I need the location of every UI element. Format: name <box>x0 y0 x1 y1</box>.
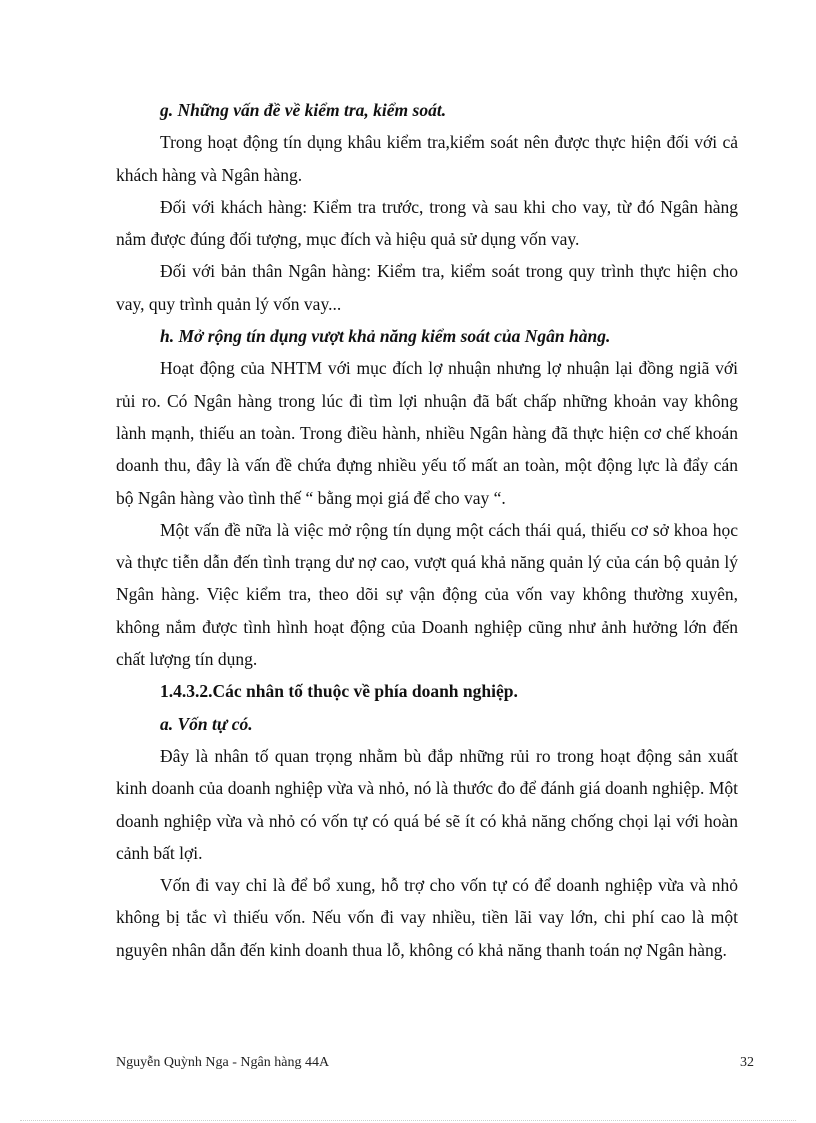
body-paragraph: Đối với khách hàng: Kiểm tra trước, trong và sau khi cho vay, từ đó Ngân hàng nắm được đúng đối tượng, mục đích và hiệu quả sử dụng vốn vay. <box>116 196 738 250</box>
section-heading-g: g. Những vấn đề về kiểm tra, kiểm soát. <box>160 100 447 120</box>
footer-author: Nguyễn Quỳnh Nga - Ngân hàng 44A <box>116 1055 330 1070</box>
page-number: 32 <box>740 1055 754 1070</box>
body-paragraph: Vốn đi vay chỉ là để bổ xung, hỗ trợ cho vốn tự có để doanh nghiệp vừa và nhỏ không bị tắc vì thiếu vốn. Nếu vốn đi vay nhiều, tiền lãi vay lớn, chi phí cao là một nguyên nhân dẫn đến kinh doanh thua lỗ, không có khả năng thanh toán nợ Ngân hàng. <box>116 875 738 960</box>
body-paragraph: Trong hoạt động tín dụng khâu kiểm tra,kiểm soát nên được thực hiện đối với cả khách hàng và Ngân hàng. <box>116 132 738 185</box>
body-paragraph: Một vấn đề nữa là việc mở rộng tín dụng một cách thái quá, thiếu cơ sở khoa học và thực tiễn dẫn đến tình trạng dư nợ cao, vượt quá khả năng quản lý của cán bộ quản lý Ngân hàng. Việc kiểm tra, theo dõi sự vận động của vốn vay không thường xuyên, không nắm được tình hình hoạt động của Doanh nghiệp cũng như ảnh hưởng lớn đến chất lượng tín dụng. <box>116 519 738 670</box>
body-paragraph: Hoạt động của NHTM với mục đích lợ nhuận nhưng lợ nhuận lại đồng ngiã với rủi ro. Có Ngân hàng trong lúc đi tìm lợi nhuận đã bất chấp những khoản vay không lành mạnh, thiếu an toàn. Trong điều hành, nhiều Ngân hàng đã thực hiện cơ chế khoán doanh thu, đây là vấn đề chứa đựng nhiều yếu tố mất an toàn, một động lực là đẩy cán bộ Ngân hàng vào tình thế “ bằng mọi giá để cho vay “. <box>116 358 738 508</box>
body-paragraph: Đây là nhân tố quan trọng nhằm bù đắp những rủi ro trong hoạt động sản xuất kinh doanh của doanh nghiệp vừa và nhỏ, nó là thước đo để đánh giá doanh nghiệp. Một doanh nghiệp vừa và nhỏ có vốn tự có quá bé sẽ ít có khả năng chống chọi lại với hoàn cảnh bất lợi. <box>116 745 738 863</box>
section-heading-a: a. Vốn tự có. <box>160 713 253 734</box>
section-heading-1-4-3-2: 1.4.3.2.Các nhân tố thuộc về phía doanh nghiệp. <box>160 681 518 702</box>
document-body <box>116 94 738 966</box>
body-paragraph: Đối với bản thân Ngân hàng: Kiểm tra, kiểm soát trong quy trình thực hiện cho vay, quy trình quản lý vốn vay... <box>116 261 738 314</box>
page-bottom-divider <box>20 1120 796 1121</box>
section-heading-h: h. Mở rộng tín dụng vượt khả năng kiểm soát của Ngân hàng. <box>160 326 611 347</box>
